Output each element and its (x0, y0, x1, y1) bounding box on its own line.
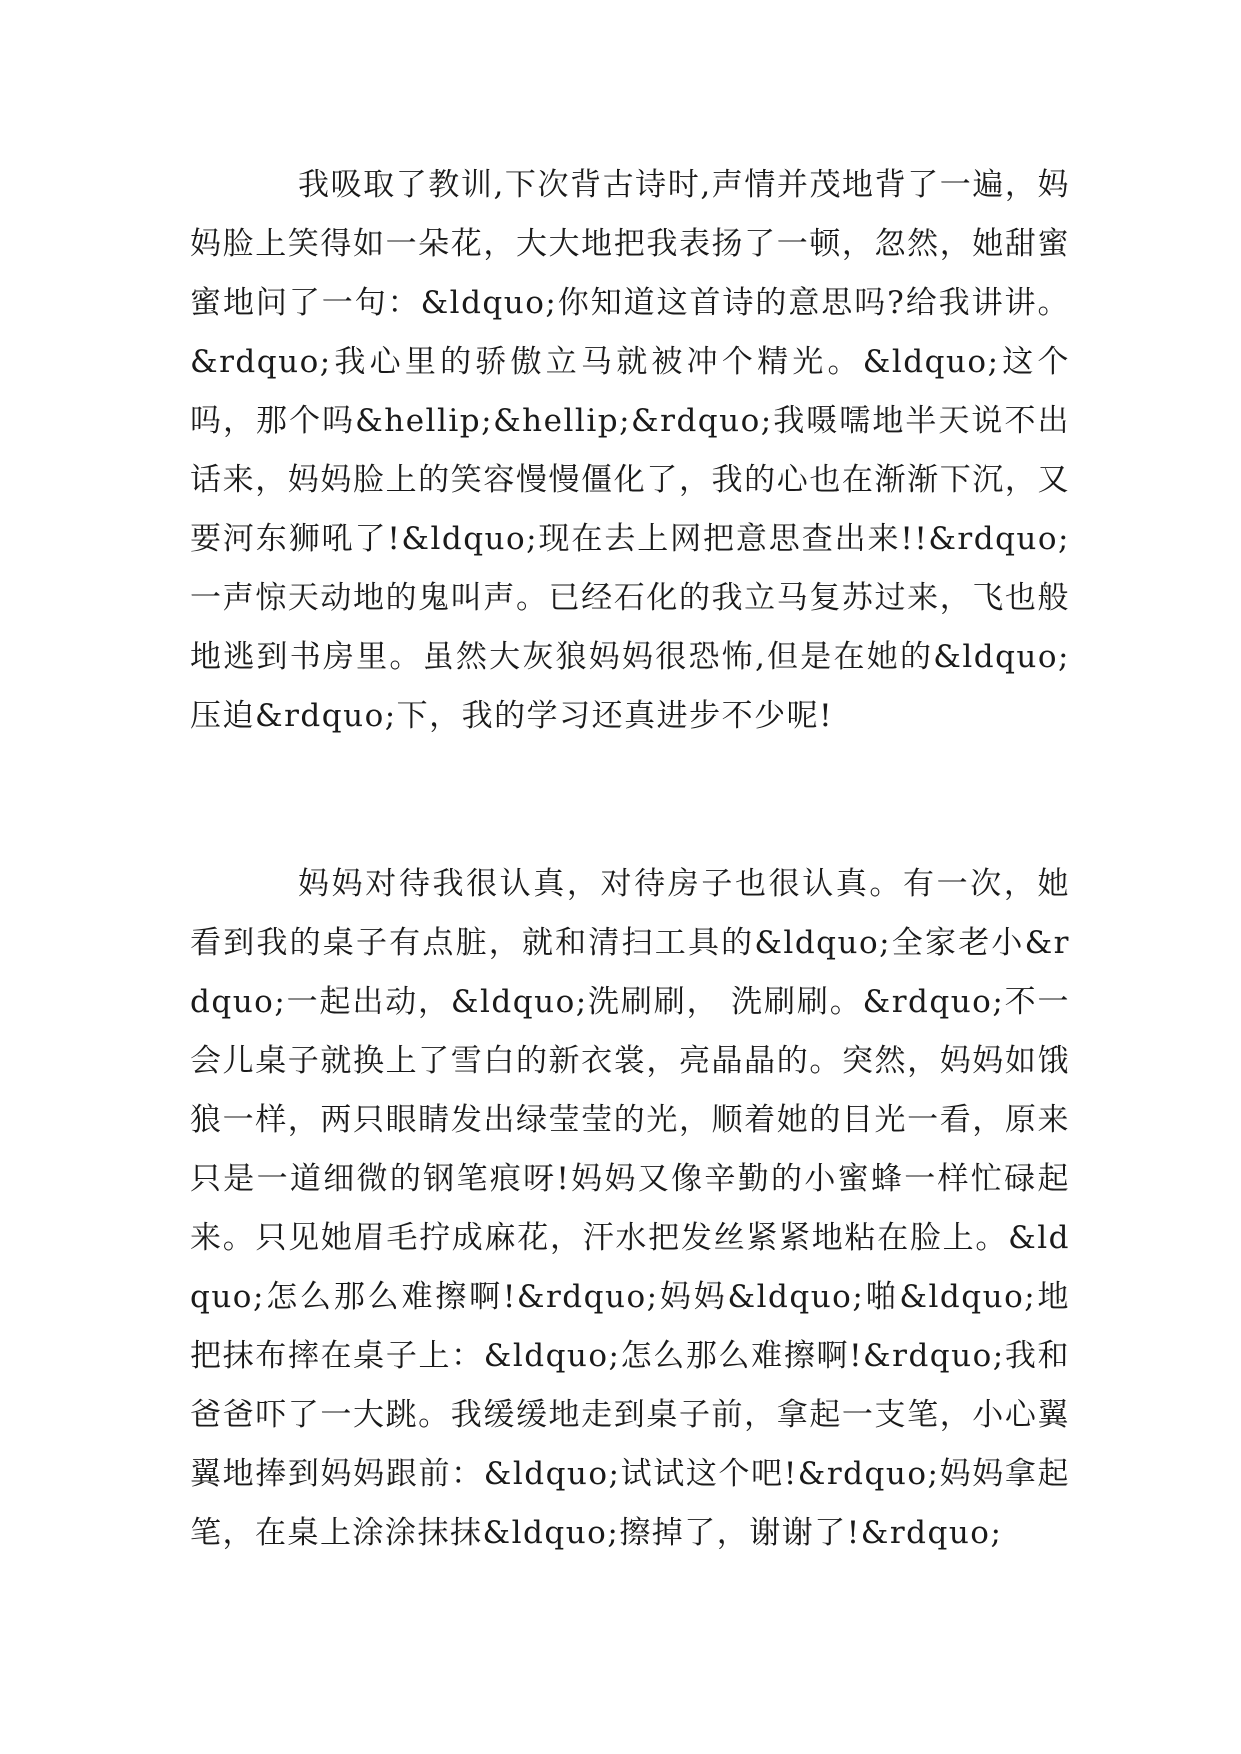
paragraph-1: 我吸取了教训,下次背古诗时,声情并茂地背了一遍，妈妈脸上笑得如一朵花，大大地把我表扬了一顿，忽然，她甜蜜蜜地问了一句：&ldquo;你知道这首诗的意思吗?给我讲讲。&rdquo;我心里的骄傲立马就被冲个精光。&ldquo;这个吗，那个吗&hellip;&hellip;&rdquo;我嗫嚅地半天说不出话来，妈妈脸上的笑容慢慢僵化了，我的心也在渐渐下沉，又要河东狮吼了!&ldquo;现在去上网把意思查出来!!&rdquo;一声惊天动地的鬼叫声。已经石化的我立马复苏过来，飞也般地逃到书房里。虽然大灰狼妈妈很恐怖,但是在她的&ldquo;压迫&rdquo;下，我的学习还真进步不少呢! (190, 167, 1070, 734)
paragraph-2: 妈妈对待我很认真，对待房子也很认真。有一次，她看到我的桌子有点脏，就和清扫工具的&ldquo;全家老小&rdquo;一起出动，&ldquo;洗刷刷， 洗刷刷。&rdquo;不一会儿桌子就换上了雪白的新衣裳，亮晶晶的。突然，妈妈如饿狼一样，两只眼睛发出绿莹莹的光，顺着她的目光一看，原来只是一道细微的钢笔痕呀!妈妈又像辛勤的小蜜蜂一样忙碌起来。只见她眉毛拧成麻花，汗水把发丝紧紧地粘在脸上。&ldquo;怎么那么难擦啊!&rdquo;妈妈&ldquo;啪&ldquo;地把抹布摔在桌子上：&ldquo;怎么那么难擦啊!&rdquo;我和爸爸吓了一大跳。我缓缓地走到桌子前，拿起一支笔，小心翼翼地捧到妈妈跟前：&ldquo;试试这个吧!&rdquo;妈妈拿起笔，在桌上涂涂抹抹&ldquo;擦掉了，谢谢了!&rdquo; (190, 866, 1070, 1551)
